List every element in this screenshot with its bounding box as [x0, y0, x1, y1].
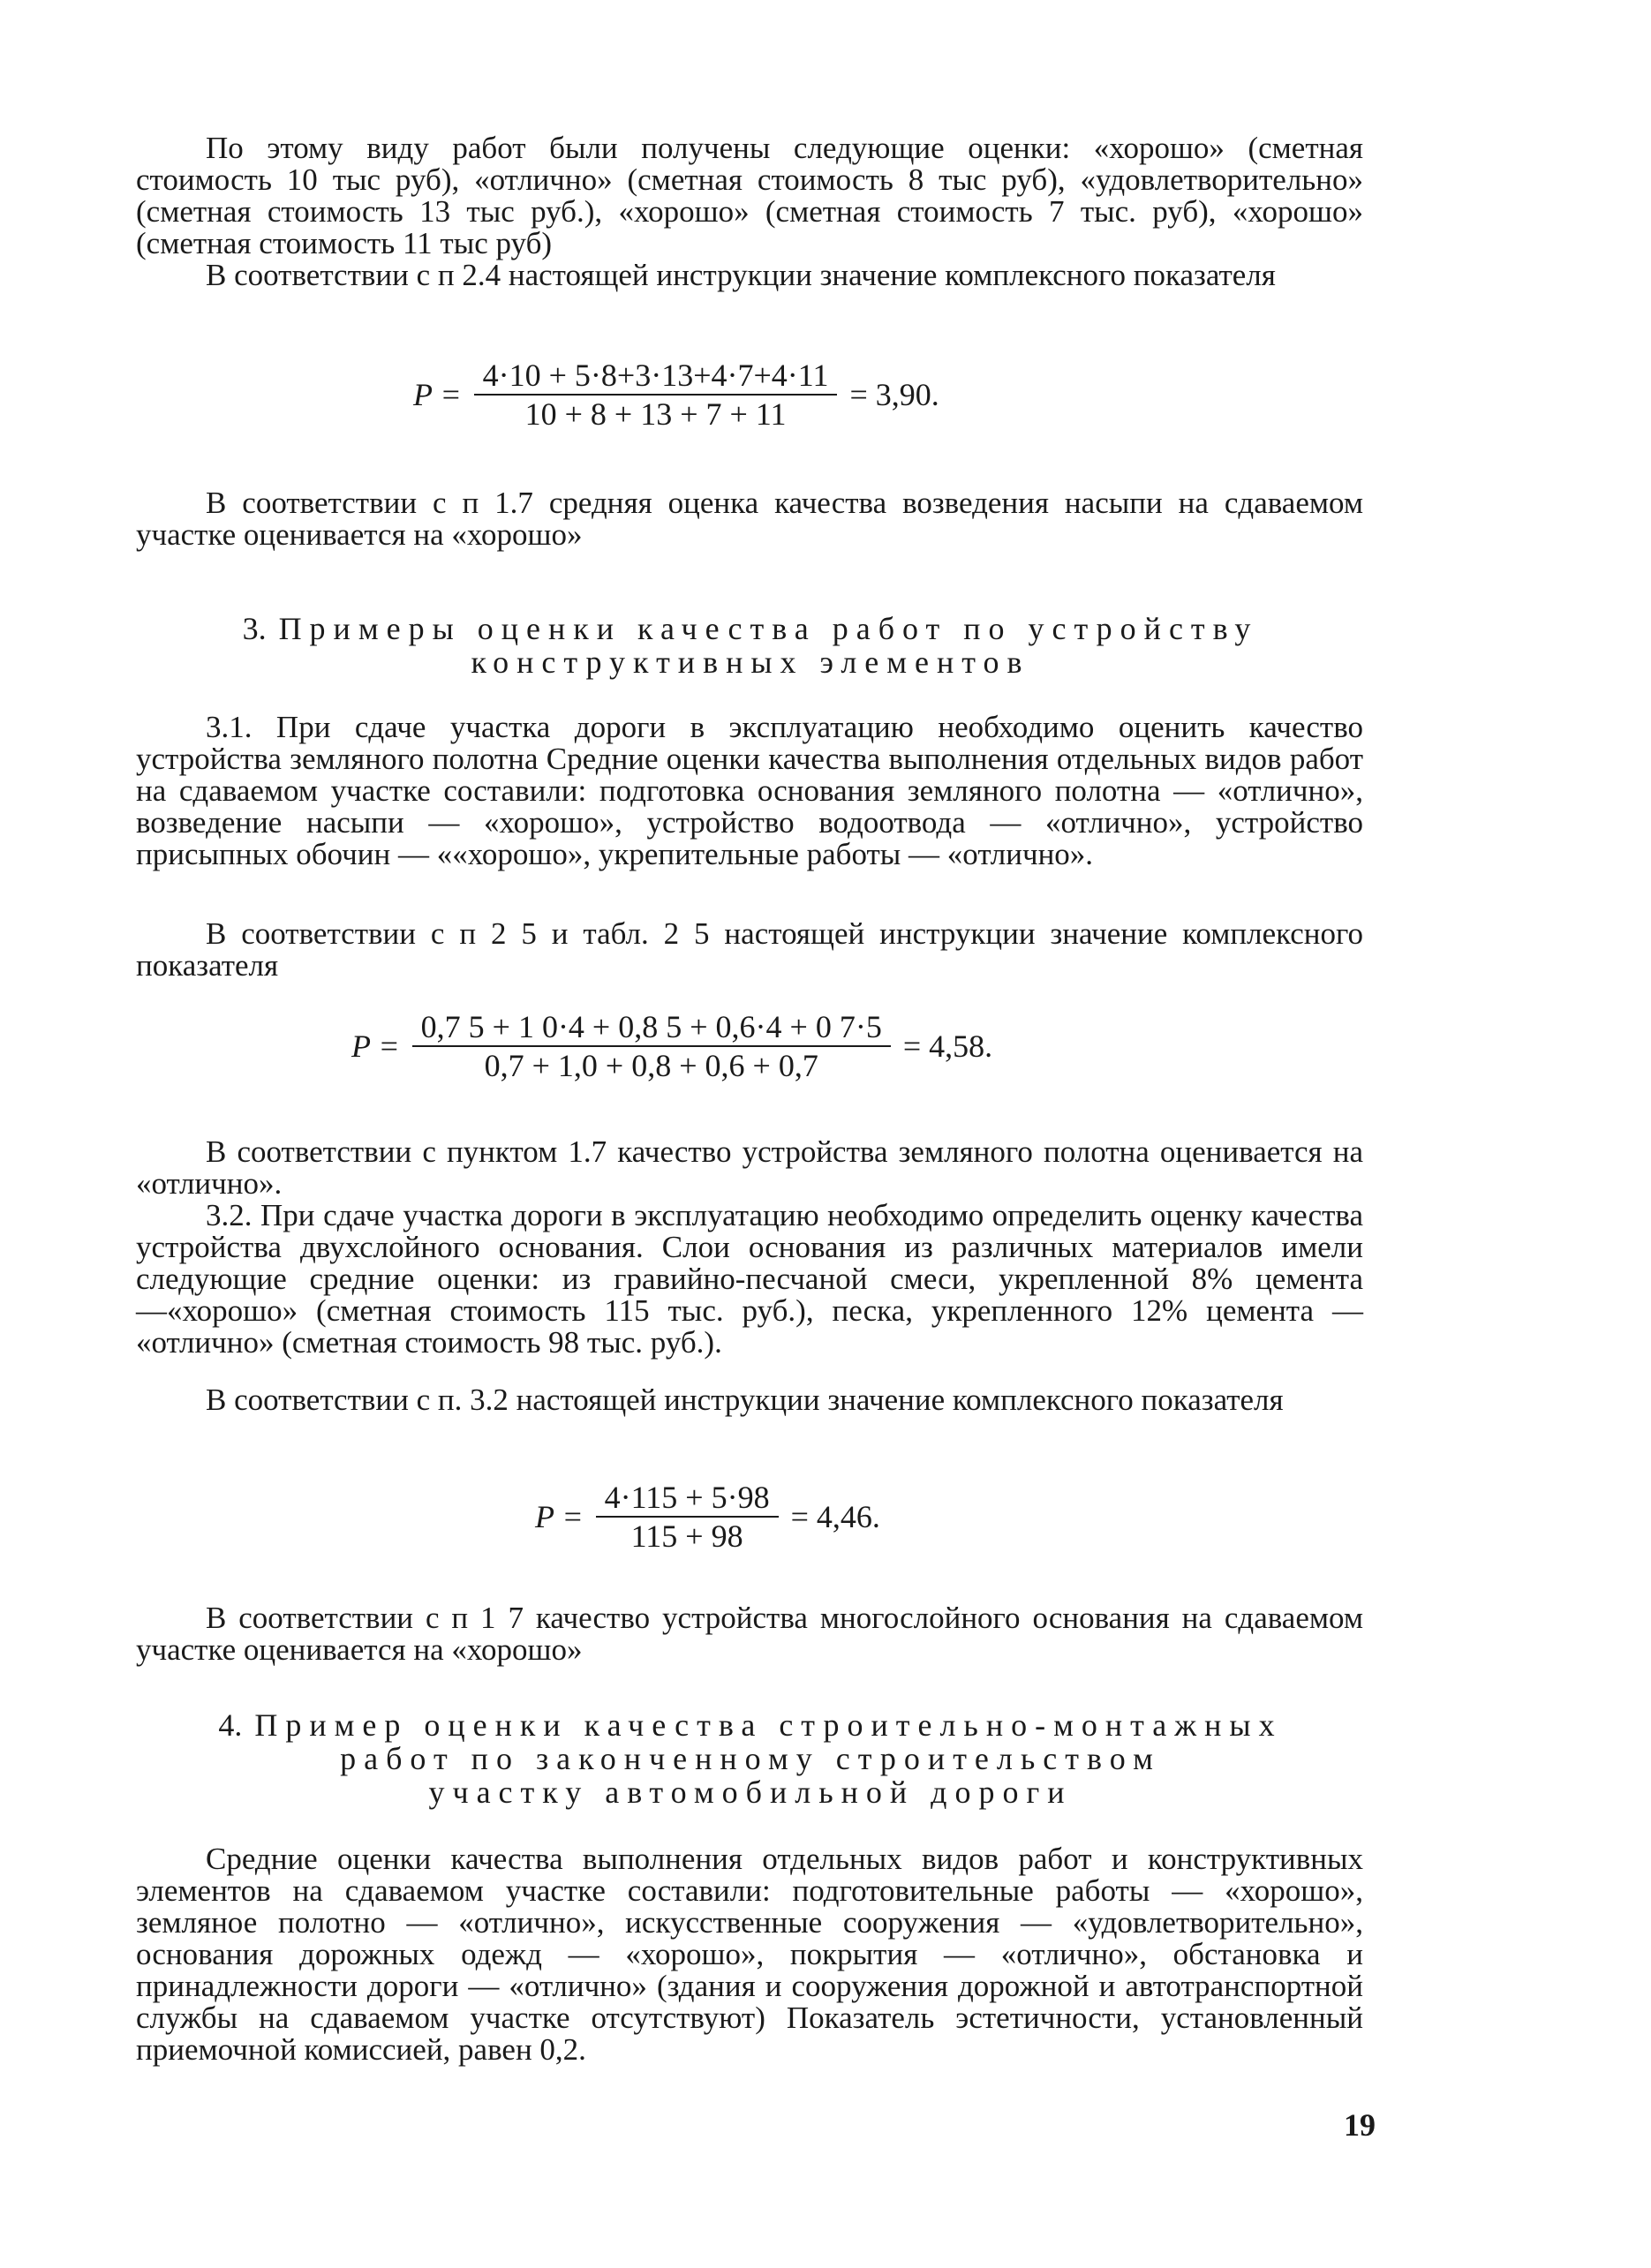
fraction-denominator: 0,7 + 1,0 + 0,8 + 0,6 + 0,7	[484, 1048, 818, 1083]
fraction-numerator: 4·10 + 5·8+3·13+4·7+4·11	[482, 358, 829, 393]
paragraph: 3.2. При сдаче участка дороги в эксплуатацию необходимо определить оценку качества устройства двухслойного основания. Слои основания из различных материалов имели следующие средние оценки: из гравийно-песчаной смеси, укрепленной 8% цемента—«хорошо» (сметная стоимость 115 тыс. руб.), песка, укрепленного 12% цемента — «отлично» (сметная стоимость 98 тыс. руб.).	[136, 1198, 1363, 1360]
paragraph: В соответствии с п. 3.2 настоящей инструкции значение комплексного показателя	[206, 1383, 1284, 1417]
formula-result: = 4,46.	[790, 1499, 880, 1534]
formula-lhs: P =	[351, 1029, 400, 1064]
heading-line: Примеры оценки качества работ по устройству	[278, 611, 1259, 646]
fraction-numerator: 4·115 + 5·98	[604, 1480, 770, 1515]
formula	[535, 1479, 880, 1555]
paragraph: По этому виду работ были получены следующие оценки: «хорошо» (сметная стоимость 10 тыс руб), «отлично» (сметная стоимость 8 тыс руб), «удовлетворительно» (сметная стоимость 13 тыс руб.), «хорошо» (сметная стоимость 7 тыс. руб), «хорошо» (сметная стоимость 11 тыс руб)	[136, 131, 1363, 260]
section-heading	[159, 1708, 1342, 1809]
paragraph: Средние оценки качества выполнения отдельных видов работ и конструктивных элементов на сдаваемом участке составили: подготовительные работы — «хорошо», земляное полотно — «отлично», искусственные сооружения — «удовлетворительно», основания дорожных одежд — «хорошо», покрытия — «отлично», обстановка и принадлежности дороги — «отлично» (здания и сооружения дорожной и автотранспортной службы на сдаваемом участке отсутствуют) Показатель эстетичности, установленный приемочной комиссией, равен 0,2.	[136, 1842, 1363, 2067]
formula-lhs: P =	[535, 1499, 584, 1534]
formula-result: = 3,90.	[849, 377, 939, 412]
fraction-denominator: 115 + 98	[630, 1518, 743, 1554]
paragraph: В соответствии с п 1 7 качество устройства многослойного основания на сдаваемом участке оценивается на «хорошо»	[136, 1601, 1363, 1667]
heading-line: работ по законченному строительством	[340, 1741, 1161, 1776]
paragraph: В соответствии с п 2 5 и табл. 2 5 настоящей инструкции значение комплексного показателя	[136, 916, 1363, 983]
heading-line: конструктивных элементов	[471, 644, 1030, 680]
formula	[351, 1008, 992, 1084]
formula-lhs: P =	[413, 377, 462, 412]
fraction-numerator: 0,7 5 + 1 0·4 + 0,8 5 + 0,6·4 + 0 7·5	[420, 1009, 882, 1044]
page-number: 19	[1344, 2107, 1376, 2143]
fraction	[474, 357, 838, 433]
heading-number: 4.	[218, 1707, 243, 1743]
fraction	[596, 1479, 779, 1555]
heading-line: Пример оценки качества строительно-монтажных	[254, 1707, 1283, 1743]
heading-number: 3.	[242, 611, 267, 646]
fraction	[412, 1008, 891, 1084]
paragraph: 3.1. При сдаче участка дороги в эксплуатацию необходимо оценить качество устройства земляного полотна Средние оценки качества выполнения отдельных видов работ на сдаваемом участке составили: подготовка основания земляного полотна — «отлично», возведение насыпи — «хорошо», устройство водоотвода — «отлично», устройство присыпных обочин — ««хорошо», укрепительные работы — «отлично».	[136, 710, 1363, 871]
heading-line: участку автомобильной дороги	[428, 1774, 1073, 1810]
paragraph: В соответствии с пунктом 1.7 качество устройства земляного полотна оценивается на «отлично».	[136, 1134, 1363, 1201]
paragraph: В соответствии с п 1.7 средняя оценка качества возведения насыпи на сдаваемом участке оценивается на «хорошо»	[136, 486, 1363, 552]
section-heading	[177, 612, 1324, 679]
formula-result: = 4,58.	[902, 1029, 993, 1064]
formula	[413, 357, 939, 433]
paragraph: В соответствии с п 2.4 настоящей инструкции значение комплексного показателя	[206, 258, 1276, 292]
fraction-denominator: 10 + 8 + 13 + 7 + 11	[524, 396, 787, 432]
